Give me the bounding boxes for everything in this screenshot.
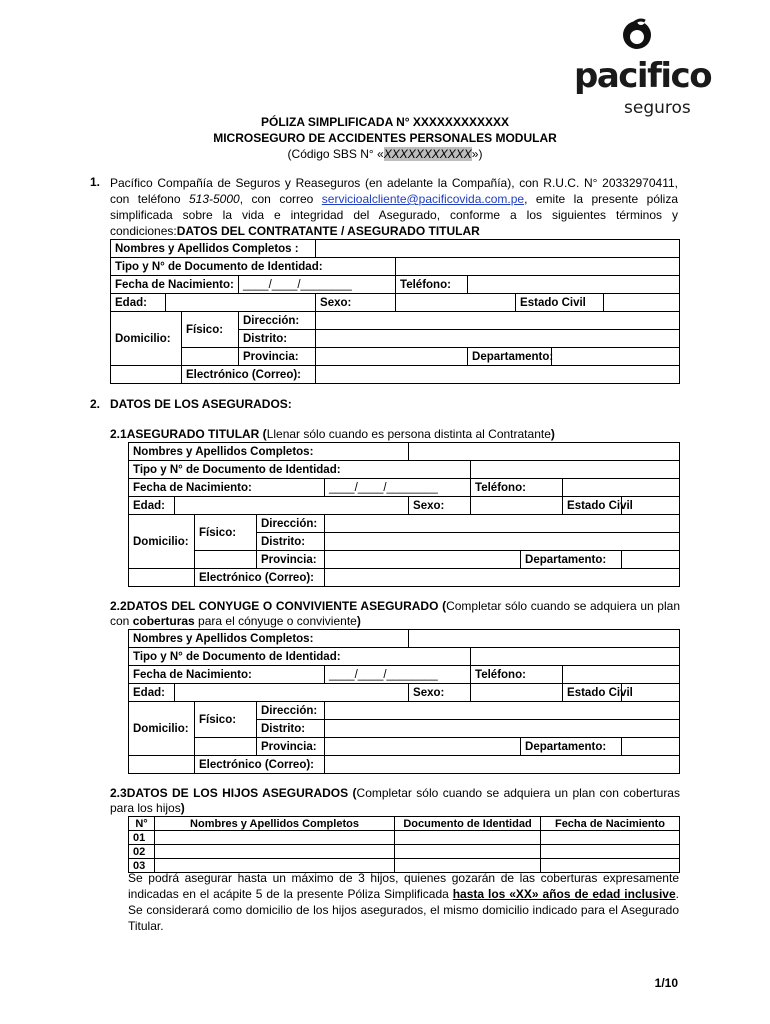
label-edad: Edad: (129, 684, 175, 702)
s22-text-a: Completar sólo cuando se adquiera un plan con (110, 599, 680, 628)
table-row (129, 845, 680, 859)
kids-row-number: 03 (129, 859, 155, 873)
kids-row-number: 01 (129, 831, 155, 845)
label-nombres: Nombres y Apellidos Completos : (111, 240, 316, 258)
kids-note (128, 870, 679, 934)
label-distrito: Distrito: (239, 330, 316, 348)
kids-nombres-input[interactable] (155, 831, 395, 845)
label-direccion: Dirección: (257, 702, 325, 720)
kids-nombres-input[interactable] (155, 845, 395, 859)
input-tipo-doc[interactable] (471, 461, 680, 479)
label-fisico: Físico: (195, 515, 257, 551)
input-edad[interactable] (166, 294, 316, 312)
label-fecha-nac: Fecha de Nacimiento: (129, 666, 325, 684)
label-distrito: Distrito: (257, 720, 325, 738)
label-sexo: Sexo: (409, 684, 471, 702)
label-departamento: Departamento: (521, 551, 622, 569)
input-edad[interactable] (175, 684, 409, 702)
s22-num: 2.2 (110, 599, 127, 613)
input-distrito[interactable] (316, 330, 680, 348)
input-estado-civil[interactable] (604, 294, 680, 312)
input-nombres[interactable] (409, 443, 680, 461)
title-line-3 (0, 146, 770, 162)
kids-header-n: N° (129, 817, 155, 831)
input-telefono[interactable] (563, 666, 680, 684)
kids-header-fecha: Fecha de Nacimiento (541, 817, 680, 831)
s1-text-b: , con correo (239, 192, 322, 206)
label-telefono: Teléfono: (396, 276, 468, 294)
input-sexo[interactable] (471, 684, 563, 702)
s1-text-a: Pacífico Compañía de Seguros y Reaseguros (en adelante la Compañía), con R.U.C. N° 20332970411, con teléfono (110, 176, 678, 206)
label-electronico: Electrónico (Correo): (195, 756, 325, 774)
input-direccion[interactable] (325, 702, 680, 720)
input-provincia[interactable] (325, 551, 521, 569)
contratante-form (110, 239, 680, 384)
input-sexo[interactable] (471, 497, 563, 515)
label-direccion: Dirección: (239, 312, 316, 330)
s22-close: ) (356, 614, 361, 628)
label-provincia: Provincia: (257, 738, 325, 756)
label-fecha-nac: Fecha de Nacimiento: (129, 479, 325, 497)
title-line-2: MICROSEGURO DE ACCIDENTES PERSONALES MODULAR (213, 131, 557, 145)
label-estado-civil: Estado Civil (563, 684, 622, 702)
label-domicilio: Domicilio: (129, 515, 195, 569)
input-provincia[interactable] (316, 348, 468, 366)
input-tipo-doc[interactable] (471, 648, 680, 666)
input-fecha-nac[interactable]: ____/____/________ (325, 479, 471, 497)
section-2-3-heading (110, 786, 680, 816)
kids-documento-input[interactable] (395, 831, 541, 845)
s22-bold: DATOS DEL CONYUGE O CONVIVIENTE ASEGURADO ( (126, 599, 447, 613)
document-title (0, 114, 770, 162)
label-distrito: Distrito: (257, 533, 325, 551)
label-fecha-nac: Fecha de Nacimiento: (111, 276, 239, 294)
s21-bold: ASEGURADO TITULAR ( (126, 427, 267, 441)
s21-text: Llenar sólo cuando es persona distinta al Contratante (266, 427, 551, 441)
section-1-number: 1. (90, 175, 101, 189)
label-edad: Edad: (129, 497, 175, 515)
section-2-2-heading (110, 599, 680, 629)
section-2-number: 2. (90, 397, 101, 411)
section-1-paragraph (110, 175, 678, 239)
input-fecha-nac[interactable]: ____/____/________ (239, 276, 396, 294)
kids-note-a: Se podrá asegurar hasta un máximo de 3 hijos, quienes gozarán de las coberturas expresamente indicadas en el acápite 5 de la presente Póliza Simplificada (128, 871, 679, 901)
logo-subtitle: seguros (624, 98, 691, 118)
s1-text-c: , emite la presente póliza simplificada sobre la vida e integridad del Asegurado, conforme a los siguientes términos y condiciones: (110, 192, 679, 238)
input-distrito[interactable] (325, 720, 680, 738)
s21-num: 2.1 (110, 427, 127, 441)
label-direccion: Dirección: (257, 515, 325, 533)
s22-text-b: para el cónyuge o conviviente (194, 614, 357, 628)
kids-header-nombres: Nombres y Apellidos Completos (155, 817, 395, 831)
label-fisico: Físico: (182, 312, 239, 348)
label-telefono: Teléfono: (471, 479, 563, 497)
s1-phone: 513-5000 (188, 192, 240, 206)
label-telefono: Teléfono: (471, 666, 563, 684)
s23-close: ) (180, 801, 185, 815)
label-provincia: Provincia: (239, 348, 316, 366)
label-estado-civil: Estado Civil (516, 294, 604, 312)
input-provincia[interactable] (325, 738, 521, 756)
input-electronico[interactable] (325, 756, 680, 774)
input-electronico[interactable] (325, 569, 680, 587)
title-line-1: PÓLIZA SIMPLIFICADA N° XXXXXXXXXXXX (261, 115, 509, 129)
label-sexo: Sexo: (409, 497, 471, 515)
conyuge-form (128, 629, 680, 774)
section-2-title: DATOS DE LOS ASEGURADOS: (110, 397, 292, 411)
page-number: 1/10 (654, 976, 678, 990)
label-departamento: Departamento: (521, 738, 622, 756)
label-sexo: Sexo: (316, 294, 396, 312)
sbs-code-suffix: ») (471, 147, 483, 161)
input-direccion[interactable] (325, 515, 680, 533)
input-telefono[interactable] (468, 276, 680, 294)
s22-bold2: coberturas (132, 614, 195, 628)
input-tipo-doc[interactable] (396, 258, 680, 276)
input-departamento[interactable] (552, 348, 680, 366)
table-row (129, 831, 680, 845)
kids-header-documento: Documento de Identidad (395, 817, 541, 831)
input-direccion[interactable] (316, 312, 680, 330)
label-provincia: Provincia: (257, 551, 325, 569)
section-2-1-heading (110, 427, 680, 442)
s21-close: ) (550, 427, 555, 441)
label-electronico: Electrónico (Correo): (195, 569, 325, 587)
sbs-code-prefix: (Código SBS N° « (287, 147, 384, 161)
label-tipo-doc: Tipo y N° de Documento de Identidad: (129, 648, 471, 666)
label-nombres: Nombres y Apellidos Completos: (129, 443, 409, 461)
input-sexo[interactable] (396, 294, 516, 312)
s23-bold: DATOS DE LOS HIJOS ASEGURADOS ( (126, 786, 357, 800)
input-nombres[interactable] (316, 240, 680, 258)
asegurado-titular-form (128, 442, 680, 587)
section-1-heading: DATOS DEL CONTRATANTE / ASEGURADO TITULAR (176, 224, 480, 238)
label-departamento: Departamento: (468, 348, 552, 366)
input-fecha-nac[interactable]: ____/____/________ (325, 666, 471, 684)
kids-row-number: 02 (129, 845, 155, 859)
input-departamento[interactable] (622, 738, 680, 756)
kids-note-age-limit: hasta los «XX» años de edad inclusive (452, 887, 676, 901)
input-telefono[interactable] (563, 479, 680, 497)
s23-num: 2.3 (110, 786, 127, 800)
label-nombres: Nombres y Apellidos Completos: (129, 630, 409, 648)
pacifico-logo-icon (620, 16, 654, 50)
label-fisico: Físico: (195, 702, 257, 738)
email-link[interactable]: servicioalcliente@pacificovida.com.pe (321, 192, 525, 206)
label-electronico: Electrónico (Correo): (182, 366, 316, 384)
kids-fecha-input[interactable] (541, 831, 680, 845)
label-edad: Edad: (111, 294, 166, 312)
kids-note-b: . Se considerará como domicilio de los hijos asegurados, el mismo domicilio indicado para el Asegurado Titular. (128, 887, 679, 933)
sbs-code: XXXXXXXXXXX (383, 147, 472, 161)
logo-wordmark: pacifico (574, 56, 712, 96)
kids-documento-input[interactable] (395, 845, 541, 859)
input-edad[interactable] (175, 497, 409, 515)
label-estado-civil: Estado Civil (563, 497, 622, 515)
label-tipo-doc: Tipo y N° de Documento de Identidad: (129, 461, 471, 479)
label-domicilio: Domicilio: (129, 702, 195, 756)
hijos-table (128, 816, 680, 873)
s23-text: Completar sólo cuando se adquiera un plan con coberturas para los hijos (110, 786, 680, 815)
label-tipo-doc: Tipo y N° de Documento de Identidad: (111, 258, 396, 276)
input-departamento[interactable] (622, 551, 680, 569)
label-domicilio: Domicilio: (111, 312, 182, 366)
input-electronico[interactable] (316, 366, 680, 384)
input-nombres[interactable] (409, 630, 680, 648)
input-distrito[interactable] (325, 533, 680, 551)
kids-fecha-input[interactable] (541, 845, 680, 859)
